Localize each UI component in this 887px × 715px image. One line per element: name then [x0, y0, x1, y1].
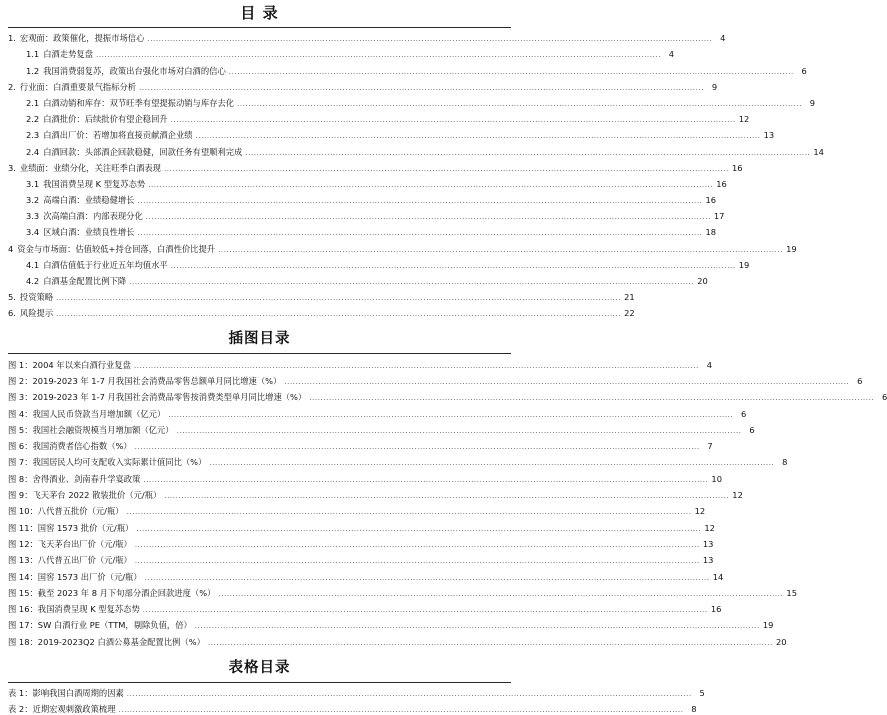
figure-entry-label: 图 1：	[8, 359, 33, 370]
toc-entry-number: 4	[8, 243, 14, 254]
figure-entry-page: 14	[712, 571, 724, 582]
dot-leader: ........................................................................................................................................................................................................	[194, 622, 760, 631]
toc-entry[interactable]	[8, 125, 775, 141]
toc-entry-number: 4.2	[26, 276, 40, 286]
figure-entry-label: 图 14：	[8, 571, 38, 582]
table-entry-page: 8	[691, 704, 697, 715]
figure-entry-label: 图 2：	[8, 375, 33, 386]
figure-entry[interactable]	[8, 354, 712, 370]
toc-entry[interactable]	[8, 271, 708, 287]
toc-entry-number: 2.	[8, 81, 16, 92]
figure-entry[interactable]	[8, 436, 713, 452]
toc-entry-number: 3.4	[26, 227, 40, 238]
dot-leader: ........................................................................................................................................................................................................	[96, 51, 662, 60]
toc-entry-title: 白酒出厂价：若增加将直接贡献酒企业绩	[43, 130, 193, 141]
figure-entry-page: 12	[704, 522, 715, 533]
toc-entry-title: 我国消费弱复苏，政策出台强化市场对白酒的信心	[43, 65, 226, 76]
toc-entry-title: 投资策略	[19, 292, 54, 303]
toc-entry-title: 资金与市场面：估值较低+持仓回落，白酒性价比提升	[17, 243, 216, 254]
figure-entry-label: 图 7：	[8, 457, 33, 468]
dot-leader: ........................................................................................................................................................................................................	[218, 589, 784, 598]
toc-entry-number: 2.3	[26, 130, 40, 141]
dot-leader: ........................................................................................................................................................................................................	[195, 132, 761, 141]
figure-entry-label: 图 16：	[8, 604, 38, 615]
toc-entry-number: 1.1	[26, 49, 40, 60]
figure-entry-label: 图 15：	[8, 587, 38, 598]
toc-entry-title: 风险提示	[19, 308, 54, 319]
toc-entry[interactable]	[8, 174, 727, 190]
figure-entry-label: 图 12：	[8, 538, 38, 549]
toc-entry-title: 高端白酒：业绩稳健增长	[43, 195, 135, 206]
toc-entry-page: 21	[624, 292, 635, 303]
toc-entry-number: 1.	[8, 33, 16, 44]
dot-leader: ........................................................................................................................................................................................................	[164, 492, 730, 501]
tables-heading: 表格目录	[228, 659, 291, 676]
dot-leader: ........................................................................................................................................................................................................	[176, 426, 742, 435]
toc-entry-page: 17	[713, 211, 725, 222]
figure-entry[interactable]	[8, 387, 887, 403]
toc-entry[interactable]	[8, 190, 717, 206]
figure-entry-page: 12	[732, 490, 743, 501]
figures-heading: 插图目录	[228, 331, 291, 348]
figure-entry-label: 图 6：	[8, 441, 33, 452]
dot-leader: ........................................................................................................................................................................................................	[237, 99, 803, 108]
toc-entry-title: 宏观面：政策催化，提振市场信心	[19, 33, 145, 44]
dot-leader: ........................................................................................................................................................................................................	[207, 638, 773, 647]
figure-entry-page: 6	[741, 408, 747, 419]
table-entry-title: 影响我国白酒周期的因素	[32, 688, 124, 699]
table-entry-title: 近期宏观刺激政策梳理	[32, 704, 116, 715]
toc-entry-page: 18	[705, 227, 717, 238]
figures-list	[0, 354, 887, 647]
toc-entry[interactable]	[8, 77, 718, 93]
toc-entry-number: 6.	[8, 308, 16, 319]
figure-entry-page: 15	[786, 587, 797, 598]
dot-leader: ........................................................................................................................................................................................................	[163, 164, 730, 173]
dot-leader: ........................................................................................................................................................................................................	[56, 294, 622, 303]
toc-entry-page: 19	[738, 259, 750, 270]
figure-entry-page: 12	[694, 506, 706, 517]
toc-entry[interactable]	[8, 222, 717, 238]
table-entry-page: 5	[699, 688, 705, 699]
dot-leader: ........................................................................................................................................................................................................	[134, 557, 700, 566]
dot-leader: ........................................................................................................................................................................................................	[144, 573, 710, 582]
toc-entry-title: 行业面：白酒重要景气指标分析	[19, 81, 137, 92]
dot-leader: ........................................................................................................................................................................................................	[142, 606, 708, 615]
dot-leader: ........................................................................................................................................................................................................	[218, 245, 784, 254]
dot-leader: ........................................................................................................................................................................................................	[170, 261, 736, 270]
table-entry[interactable]	[8, 683, 705, 699]
toc-entry-page: 4	[668, 49, 675, 60]
toc-entry-number: 5.	[8, 292, 16, 303]
toc-entry-number: 2.2	[26, 114, 40, 125]
figure-entry[interactable]	[8, 550, 714, 566]
toc-entry-number: 2.4	[26, 146, 40, 157]
toc-entry[interactable]	[8, 93, 816, 109]
figure-entry-label: 图 10：	[8, 506, 38, 517]
dot-leader: ........................................................................................................................................................................................................	[147, 35, 713, 44]
figure-entry-title: 2019-2023 年 1-7 月我国社会消费品零售按消费类型单月同比增速（%）	[32, 392, 307, 403]
figure-entry-page: 13	[702, 538, 714, 549]
dot-leader: ........................................................................................................................................................................................................	[56, 310, 622, 319]
dot-leader: ........................................................................................................................................................................................................	[126, 690, 692, 699]
toc-entry-page: 13	[763, 130, 775, 141]
figure-entry[interactable]	[8, 452, 788, 468]
toc-entry-number: 4.1	[26, 259, 40, 270]
figure-entry-title: 舍得酒业、剑南春升学宴政策	[32, 473, 141, 484]
figure-entry-label: 图 17：	[8, 620, 38, 631]
figure-entry-page: 6	[881, 392, 887, 403]
toc-entry-number: 1.2	[26, 65, 40, 76]
figure-entry-page: 19	[762, 620, 774, 631]
dot-leader: ........................................................................................................................................................................................................	[168, 410, 734, 419]
figure-entry-label: 图 18：	[8, 636, 38, 647]
toc-entry[interactable]	[8, 158, 743, 174]
toc-entry[interactable]	[8, 141, 824, 157]
figure-entry-page: 6	[749, 424, 755, 435]
dot-leader: ........................................................................................................................................................................................................	[148, 180, 714, 189]
figure-entry[interactable]	[8, 420, 755, 436]
figure-entry[interactable]	[8, 631, 787, 647]
toc-entry-title: 白酒估值低于行业近五年均值水平	[43, 259, 168, 270]
figure-entry-label: 图 5：	[8, 424, 33, 435]
table-entry[interactable]	[8, 699, 697, 715]
toc-entry-title: 次高端白酒：内部表现分化	[43, 211, 143, 222]
dot-leader: ........................................................................................................................................................................................................	[129, 278, 695, 286]
toc-entry[interactable]	[8, 28, 726, 44]
figure-entry-title: 八代普五出厂价（元/瓶）	[37, 555, 132, 566]
toc-entry-page: 22	[624, 308, 635, 319]
toc-entry-title: 白酒动销和库存：双节旺季有望提振动销与库存去化	[43, 97, 235, 108]
toc-entry-title: 白酒走势复盘	[43, 49, 93, 60]
figure-entry-page: 16	[710, 604, 722, 615]
toc-entry-page: 9	[809, 97, 816, 108]
figure-entry-title: 飞天茅台出厂价（元/瓶）	[37, 538, 132, 549]
toc-entry[interactable]	[8, 60, 807, 76]
figure-entry[interactable]	[8, 517, 715, 533]
figure-entry[interactable]	[8, 468, 722, 484]
figure-entry-title: 我国人民币贷款当月增加额（亿元）	[32, 408, 166, 419]
toc-entry[interactable]	[8, 109, 750, 125]
toc-entry[interactable]	[8, 287, 635, 303]
figure-entry-label: 图 8：	[8, 473, 33, 484]
figure-entry-title: 我国消费者信心指数（%）	[32, 441, 132, 452]
toc-entry-title: 业绩面：业绩分化，关注旺季白酒表现	[19, 162, 161, 173]
dot-leader: ........................................................................................................................................................................................................	[136, 524, 702, 533]
toc-entry[interactable]	[8, 255, 750, 271]
toc-entry-page: 20	[697, 276, 708, 286]
figure-entry-label: 图 9：	[8, 490, 33, 501]
tables-list	[0, 683, 705, 715]
toc-entry-number: 2.1	[26, 97, 40, 108]
toc-entry-page: 9	[711, 81, 718, 92]
dot-leader: ........................................................................................................................................................................................................	[118, 706, 684, 715]
figure-entry-title: 我国社会融资规模当月增加额（亿元）	[32, 424, 174, 435]
dot-leader: ........................................................................................................................................................................................................	[134, 540, 700, 549]
figure-entry-title: 2019-2023 年 1-7 月我国社会消费品零售总额单月同比增速（%）	[32, 375, 282, 386]
toc-entry-number: 3.2	[26, 195, 40, 206]
toc-entry[interactable]	[8, 44, 675, 60]
toc-entry-page: 14	[813, 146, 824, 157]
figure-entry-title: 我国消费呈现 K 型复苏态势	[37, 604, 140, 615]
toc-entry-number: 3.	[8, 162, 16, 173]
figure-entry-page: 7	[707, 441, 713, 452]
toc-heading: 目 录	[240, 4, 279, 22]
toc-entry-number: 3.3	[26, 211, 40, 222]
toc-entry-title: 区域白酒：业绩良性增长	[43, 227, 135, 238]
dot-leader: ........................................................................................................................................................................................................	[133, 361, 699, 370]
dot-leader: ........................................................................................................................................................................................................	[209, 459, 775, 468]
toc-entry-page: 12	[738, 114, 750, 125]
figure-entry[interactable]	[8, 583, 797, 599]
figure-entry[interactable]	[8, 485, 743, 501]
dot-leader: ........................................................................................................................................................................................................	[134, 443, 700, 452]
toc-entry-page: 16	[716, 178, 727, 189]
figure-entry-title: 2019-2023Q2 白酒公募基金配置比例（%）	[37, 636, 205, 647]
figure-entry[interactable]	[8, 615, 774, 631]
table-entry-label: 表 1：	[8, 688, 33, 699]
toc-entry-page: 4	[720, 33, 726, 44]
figure-entry-page: 8	[782, 457, 788, 468]
figure-entry[interactable]	[8, 566, 724, 582]
dot-leader: ........................................................................................................................................................................................................	[139, 83, 705, 92]
dot-leader: ........................................................................................................................................................................................................	[228, 67, 794, 76]
figure-entry-title: 我国居民人均可支配收入实际累计值同比（%）	[32, 457, 207, 468]
toc-list	[0, 28, 824, 319]
dot-leader: ........................................................................................................................................................................................................	[284, 377, 850, 386]
dot-leader: ........................................................................................................................................................................................................	[145, 213, 711, 222]
dot-leader: ........................................................................................................................................................................................................	[137, 197, 703, 206]
toc-entry[interactable]	[8, 303, 635, 319]
toc-entry-title: 白酒基金配置比例下降	[43, 276, 127, 286]
dot-leader: ........................................................................................................................................................................................................	[137, 229, 703, 238]
figure-entry[interactable]	[8, 534, 714, 550]
toc-entry-title: 我国消费呈现 K 型复苏态势	[43, 178, 146, 189]
toc-entry-page: 19	[786, 243, 797, 254]
dot-leader: ........................................................................................................................................................................................................	[245, 148, 811, 157]
toc-entry-title: 白酒批价：后续批价有望企稳回升	[43, 114, 168, 125]
toc-entry-title: 白酒回款：头部酒企回款稳健，回款任务有望顺利完成	[43, 146, 243, 157]
table-entry-label: 表 2：	[8, 704, 33, 715]
dot-leader: ........................................................................................................................................................................................................	[126, 508, 692, 517]
figure-entry-page: 6	[857, 375, 863, 386]
figure-entry-title: SW 白酒行业 PE（TTM，剔除负值，倍）	[37, 620, 192, 631]
figure-entry-title: 八代普五批价（元/瓶）	[37, 506, 124, 517]
toc-entry-page: 6	[801, 65, 807, 76]
figure-entry-page: 20	[775, 636, 787, 647]
toc-entry-page: 16	[705, 195, 717, 206]
dot-leader: ........................................................................................................................................................................................................	[170, 116, 736, 125]
figure-entry-page: 10	[711, 473, 722, 484]
dot-leader: ........................................................................................................................................................................................................	[143, 475, 709, 484]
toc-entry[interactable]	[8, 238, 797, 254]
figure-entry-page: 13	[702, 555, 714, 566]
figure-entry[interactable]	[8, 403, 747, 419]
figure-entry-label: 图 3：	[8, 392, 33, 403]
dot-leader: ........................................................................................................................................................................................................	[309, 394, 875, 403]
figure-entry[interactable]	[8, 599, 722, 615]
figure-entry-page: 4	[706, 359, 712, 370]
toc-entry-page: 16	[732, 162, 743, 173]
figure-entry-title: 2004 年以来白酒行业复盘	[32, 359, 131, 370]
toc-entry[interactable]	[8, 206, 725, 222]
figure-entry-title: 飞天茅台 2022 散装批价（元/瓶）	[32, 490, 162, 501]
figure-entry-label: 图 4：	[8, 408, 33, 419]
figure-entry[interactable]	[8, 501, 706, 517]
figure-entry-title: 国窖 1573 出厂价（元/瓶）	[37, 571, 142, 582]
figure-entry-title: 截至 2023 年 8 月下旬部分酒企回款进度（%）	[37, 587, 216, 598]
figure-entry-label: 图 13：	[8, 555, 38, 566]
figure-entry-title: 国窖 1573 批价（元/瓶）	[37, 522, 134, 533]
figure-entry-label: 图 11：	[8, 522, 38, 533]
figure-entry[interactable]	[8, 371, 863, 387]
toc-entry-number: 3.1	[26, 178, 40, 189]
